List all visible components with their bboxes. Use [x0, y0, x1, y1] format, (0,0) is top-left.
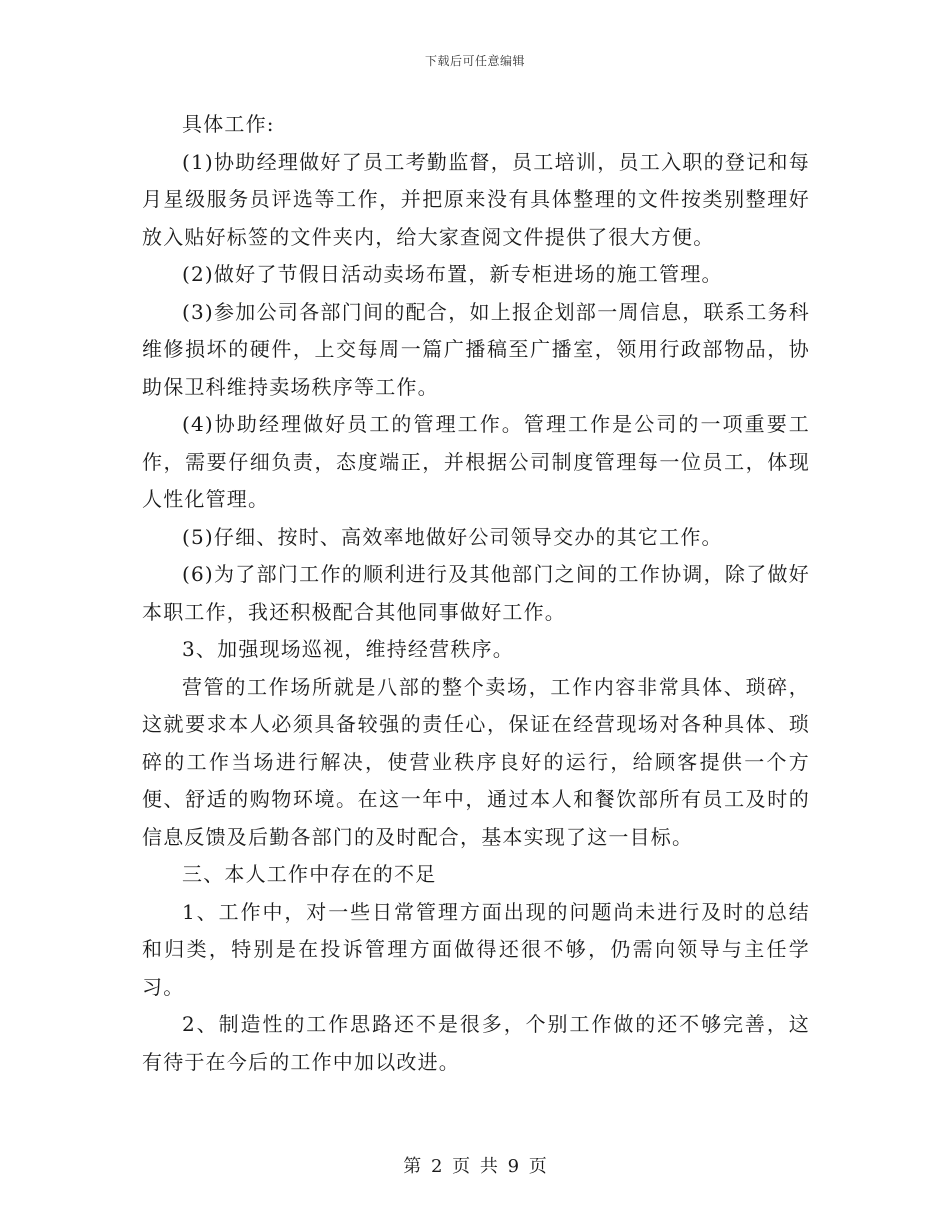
paragraph-item-6: (6)为了部门工作的顺利进行及其他部门之间的工作协调，除了做好本职工作，我还积极配合其他同事做好工作。 [142, 562, 810, 624]
page-header: 下载后可任意编辑 [424, 54, 525, 68]
paragraph-item-3: (3)参加公司各部门间的配合，如上报企划部一周信息，联系工务科维修损坏的硬件，上交每周一篇广播稿至广播室，领用行政部物品，协助保卫科维持卖场秩序等工作。 [142, 299, 810, 399]
section-heading-3: 3、加强现场巡视，维持经营秩序。 [182, 637, 514, 661]
section-heading-shortcomings: 三、本人工作中存在的不足 [182, 862, 437, 886]
paragraph-shortcoming-2: 2、制造性的工作思路还不是很多，个别工作做的还不够完善，这有待于在今后的工作中加以改进。 [142, 1012, 810, 1074]
document-body [142, 106, 810, 1081]
paragraph-item-2: (2)做好了节假日活动卖场布置，新专柜进场的施工管理。 [182, 262, 723, 286]
paragraph-item-4: (4)协助经理做好员工的管理工作。管理工作是公司的一项重要工作，需要仔细负责，态度端正，并根据公司制度管理每一位员工，体现人性化管理。 [142, 412, 810, 511]
paragraph-shortcoming-1: 1、工作中，对一些日常管理方面出现的问题尚未进行及时的总结和归类，特别是在投诉管理方面做得还很不够，仍需向领导与主任学习。 [142, 899, 810, 999]
paragraph-item-5: (5)仔细、按时、高效率地做好公司领导交办的其它工作。 [182, 524, 723, 549]
paragraph-specific-work: 具体工作: [182, 112, 275, 136]
paragraph-sales-floor: 营管的工作场所就是八部的整个卖场，工作内容非常具体、琐碎，这就要求本人必须具备较强的责任心，保证在经营现场对各种具体、琐碎的工作当场进行解决，使营业秩序良好的运行，给顾客提供一个方便、舒适的购物环境。在这一年中，通过本人和餐饮部所有员工及时的信息反馈及后勤各部门的及时配合，基本实现了这一目标。 [142, 674, 810, 849]
page-number: 第 2 页 共 9 页 [403, 1156, 547, 1177]
paragraph-item-1: (1)协助经理做好了员工考勤监督，员工培训，员工入职的登记和每月星级服务员评选等工作，并把原来没有具体整理的文件按类别整理好放入贴好标签的文件夹内，给大家查阅文件提供了很大方便。 [142, 149, 810, 249]
